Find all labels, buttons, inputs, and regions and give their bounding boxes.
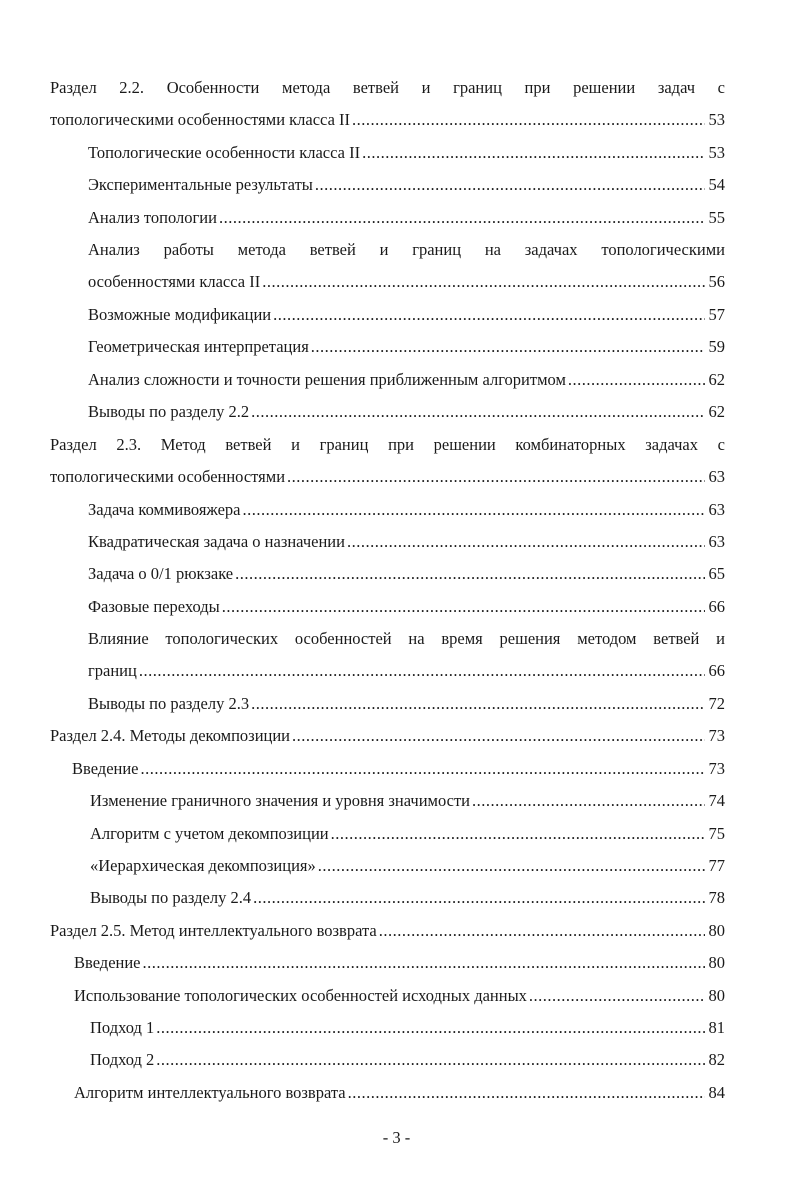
toc-entry — [50, 915, 725, 947]
toc-page-number: 84 — [708, 1083, 725, 1102]
toc-entry-title: Задача коммивояжера — [88, 500, 241, 519]
toc-leader-dots — [352, 104, 705, 136]
toc-entry — [88, 396, 725, 428]
toc-page-number: 66 — [708, 661, 725, 681]
toc-entry-title: Топологические особенности класса II — [88, 143, 361, 162]
toc-entry — [88, 331, 725, 363]
toc-page-number: 62 — [708, 370, 725, 389]
toc-entry — [72, 753, 725, 785]
toc-entry-line: Анализ работы метода ветвей и границ на задачах топологическими — [88, 240, 725, 259]
toc-entry — [88, 299, 725, 331]
toc-entry-line: Раздел 2.3. Метод ветвей и границ при решении комбинаторных задачах с — [50, 435, 725, 454]
toc-entry-title: топологическими особенностями — [50, 467, 286, 487]
toc-page-number: 78 — [708, 888, 725, 907]
toc-entry — [88, 202, 725, 234]
toc-entry — [88, 623, 725, 688]
toc-entry — [90, 850, 725, 882]
toc-leader-dots — [472, 785, 705, 817]
toc-page-number: 65 — [708, 564, 725, 583]
toc-page-number: 74 — [708, 791, 725, 810]
toc-page-number: 80 — [708, 953, 725, 972]
toc-entry-title: «Иерархическая декомпозиция» — [90, 856, 316, 875]
toc-entry — [74, 980, 725, 1012]
toc-page-number: 63 — [708, 467, 725, 487]
toc-page-number: 62 — [708, 402, 725, 421]
toc-page-number: 82 — [708, 1050, 725, 1069]
toc-entry — [90, 785, 725, 817]
toc-leader-dots — [222, 591, 705, 623]
toc-page-number: 80 — [708, 986, 725, 1005]
toc-leader-dots — [253, 882, 705, 914]
toc-page-number: 81 — [708, 1018, 725, 1037]
toc-page-number: 54 — [708, 175, 725, 194]
toc-leader-dots — [273, 299, 705, 331]
page-number: - 3 - — [382, 1128, 411, 1147]
toc-leader-dots — [243, 494, 705, 526]
toc-page-number: 53 — [708, 143, 725, 162]
toc-entry — [50, 72, 725, 137]
toc-entry — [88, 364, 725, 396]
toc-entry-title: Фазовые переходы — [88, 597, 220, 616]
toc-entry-title: Введение — [74, 953, 141, 972]
toc-page-number: 56 — [708, 272, 725, 292]
toc-leader-dots — [331, 818, 705, 850]
toc-entry-title: Анализ сложности и точности решения приближенным алгоритмом — [88, 370, 566, 389]
toc-leader-dots — [139, 655, 705, 687]
toc-entry — [50, 429, 725, 494]
toc-page-number: 72 — [708, 694, 725, 713]
toc-entry-title: границ — [88, 661, 137, 681]
toc-page-number: 53 — [708, 110, 725, 130]
toc-entry-title: Введение — [72, 759, 139, 778]
toc-entry-title: Использование топологических особенностей исходных данных — [74, 986, 527, 1005]
toc-entry — [50, 720, 725, 752]
toc-entry-title: Выводы по разделу 2.3 — [88, 694, 250, 713]
toc-entry — [74, 947, 725, 979]
toc-leader-dots — [235, 558, 705, 590]
toc-entry-title: Подход 2 — [90, 1050, 155, 1069]
toc-entry-title: Раздел 2.4. Методы декомпозиции — [50, 726, 291, 745]
toc-leader-dots — [362, 137, 705, 169]
toc-entry — [88, 169, 725, 201]
toc-leader-dots — [311, 331, 705, 363]
toc-entry-title: Квадратическая задача о назначении — [88, 532, 345, 551]
toc-leader-dots — [568, 364, 705, 396]
toc-leader-dots — [292, 720, 705, 752]
toc-page-number: 63 — [708, 532, 725, 551]
toc-leader-dots — [251, 396, 705, 428]
toc-leader-dots — [315, 169, 705, 201]
toc-leader-dots — [379, 915, 705, 947]
toc-page-number: 63 — [708, 500, 725, 519]
toc-entry — [88, 558, 725, 590]
toc-entry-title: Подход 1 — [90, 1018, 155, 1037]
toc-entry — [90, 882, 725, 914]
toc-leader-dots — [348, 1077, 705, 1109]
toc-entry-title: Изменение граничного значения и уровня значимости — [90, 791, 470, 810]
toc-page-number: 59 — [708, 337, 725, 356]
toc-leader-dots — [347, 526, 705, 558]
toc-entry-title: Возможные модификации — [88, 305, 272, 324]
toc-leader-dots — [529, 980, 705, 1012]
toc-entry-title: особенностями класса II — [88, 272, 261, 292]
toc-leader-dots — [251, 688, 705, 720]
toc-entry-title: Анализ топологии — [88, 208, 217, 227]
toc-entry-line: Влияние топологических особенностей на время решения методом ветвей и — [88, 629, 725, 648]
toc-entry — [88, 494, 725, 526]
toc-entry — [90, 1044, 725, 1076]
toc-entry — [90, 818, 725, 850]
toc-page-number: 66 — [708, 597, 725, 616]
toc-leader-dots — [141, 753, 705, 785]
toc-leader-dots — [287, 461, 705, 493]
toc-entry — [88, 591, 725, 623]
toc-leader-dots — [318, 850, 705, 882]
toc-entry-title: Выводы по разделу 2.4 — [90, 888, 252, 907]
toc-page-number: 73 — [708, 726, 725, 745]
toc-entry — [88, 688, 725, 720]
toc-entry-title: Геометрическая интерпретация — [88, 337, 309, 356]
toc-entry-title: топологическими особенностями класса II — [50, 110, 351, 130]
toc-entry — [88, 526, 725, 558]
toc-entry — [88, 137, 725, 169]
toc-entry — [88, 234, 725, 299]
toc-leader-dots — [219, 202, 705, 234]
toc-entry — [74, 1077, 725, 1109]
toc-page-number: 57 — [708, 305, 725, 324]
toc-page-number: 75 — [708, 824, 725, 843]
toc-entry-title: Экспериментальные результаты — [88, 175, 313, 194]
toc-entry-line: Раздел 2.2. Особенности метода ветвей и границ при решении задач с — [50, 78, 725, 97]
toc-leader-dots — [156, 1044, 705, 1076]
toc-entry-title: Алгоритм интеллектуального возврата — [74, 1083, 346, 1102]
toc-page-number: 77 — [708, 856, 725, 875]
toc-entry-title: Выводы по разделу 2.2 — [88, 402, 250, 421]
toc-page-number: 55 — [708, 208, 725, 227]
toc-entry-title: Раздел 2.5. Метод интеллектуального возврата — [50, 921, 377, 940]
toc-entry-title: Задача о 0/1 рюкзаке — [88, 564, 234, 583]
toc-leader-dots — [156, 1012, 705, 1044]
toc-entry-title: Алгоритм с учетом декомпозиции — [90, 824, 329, 843]
toc-leader-dots — [143, 947, 705, 979]
toc-page-number: 80 — [708, 921, 725, 940]
toc-page-number: 73 — [708, 759, 725, 778]
toc-entry — [90, 1012, 725, 1044]
toc-leader-dots — [262, 266, 705, 298]
